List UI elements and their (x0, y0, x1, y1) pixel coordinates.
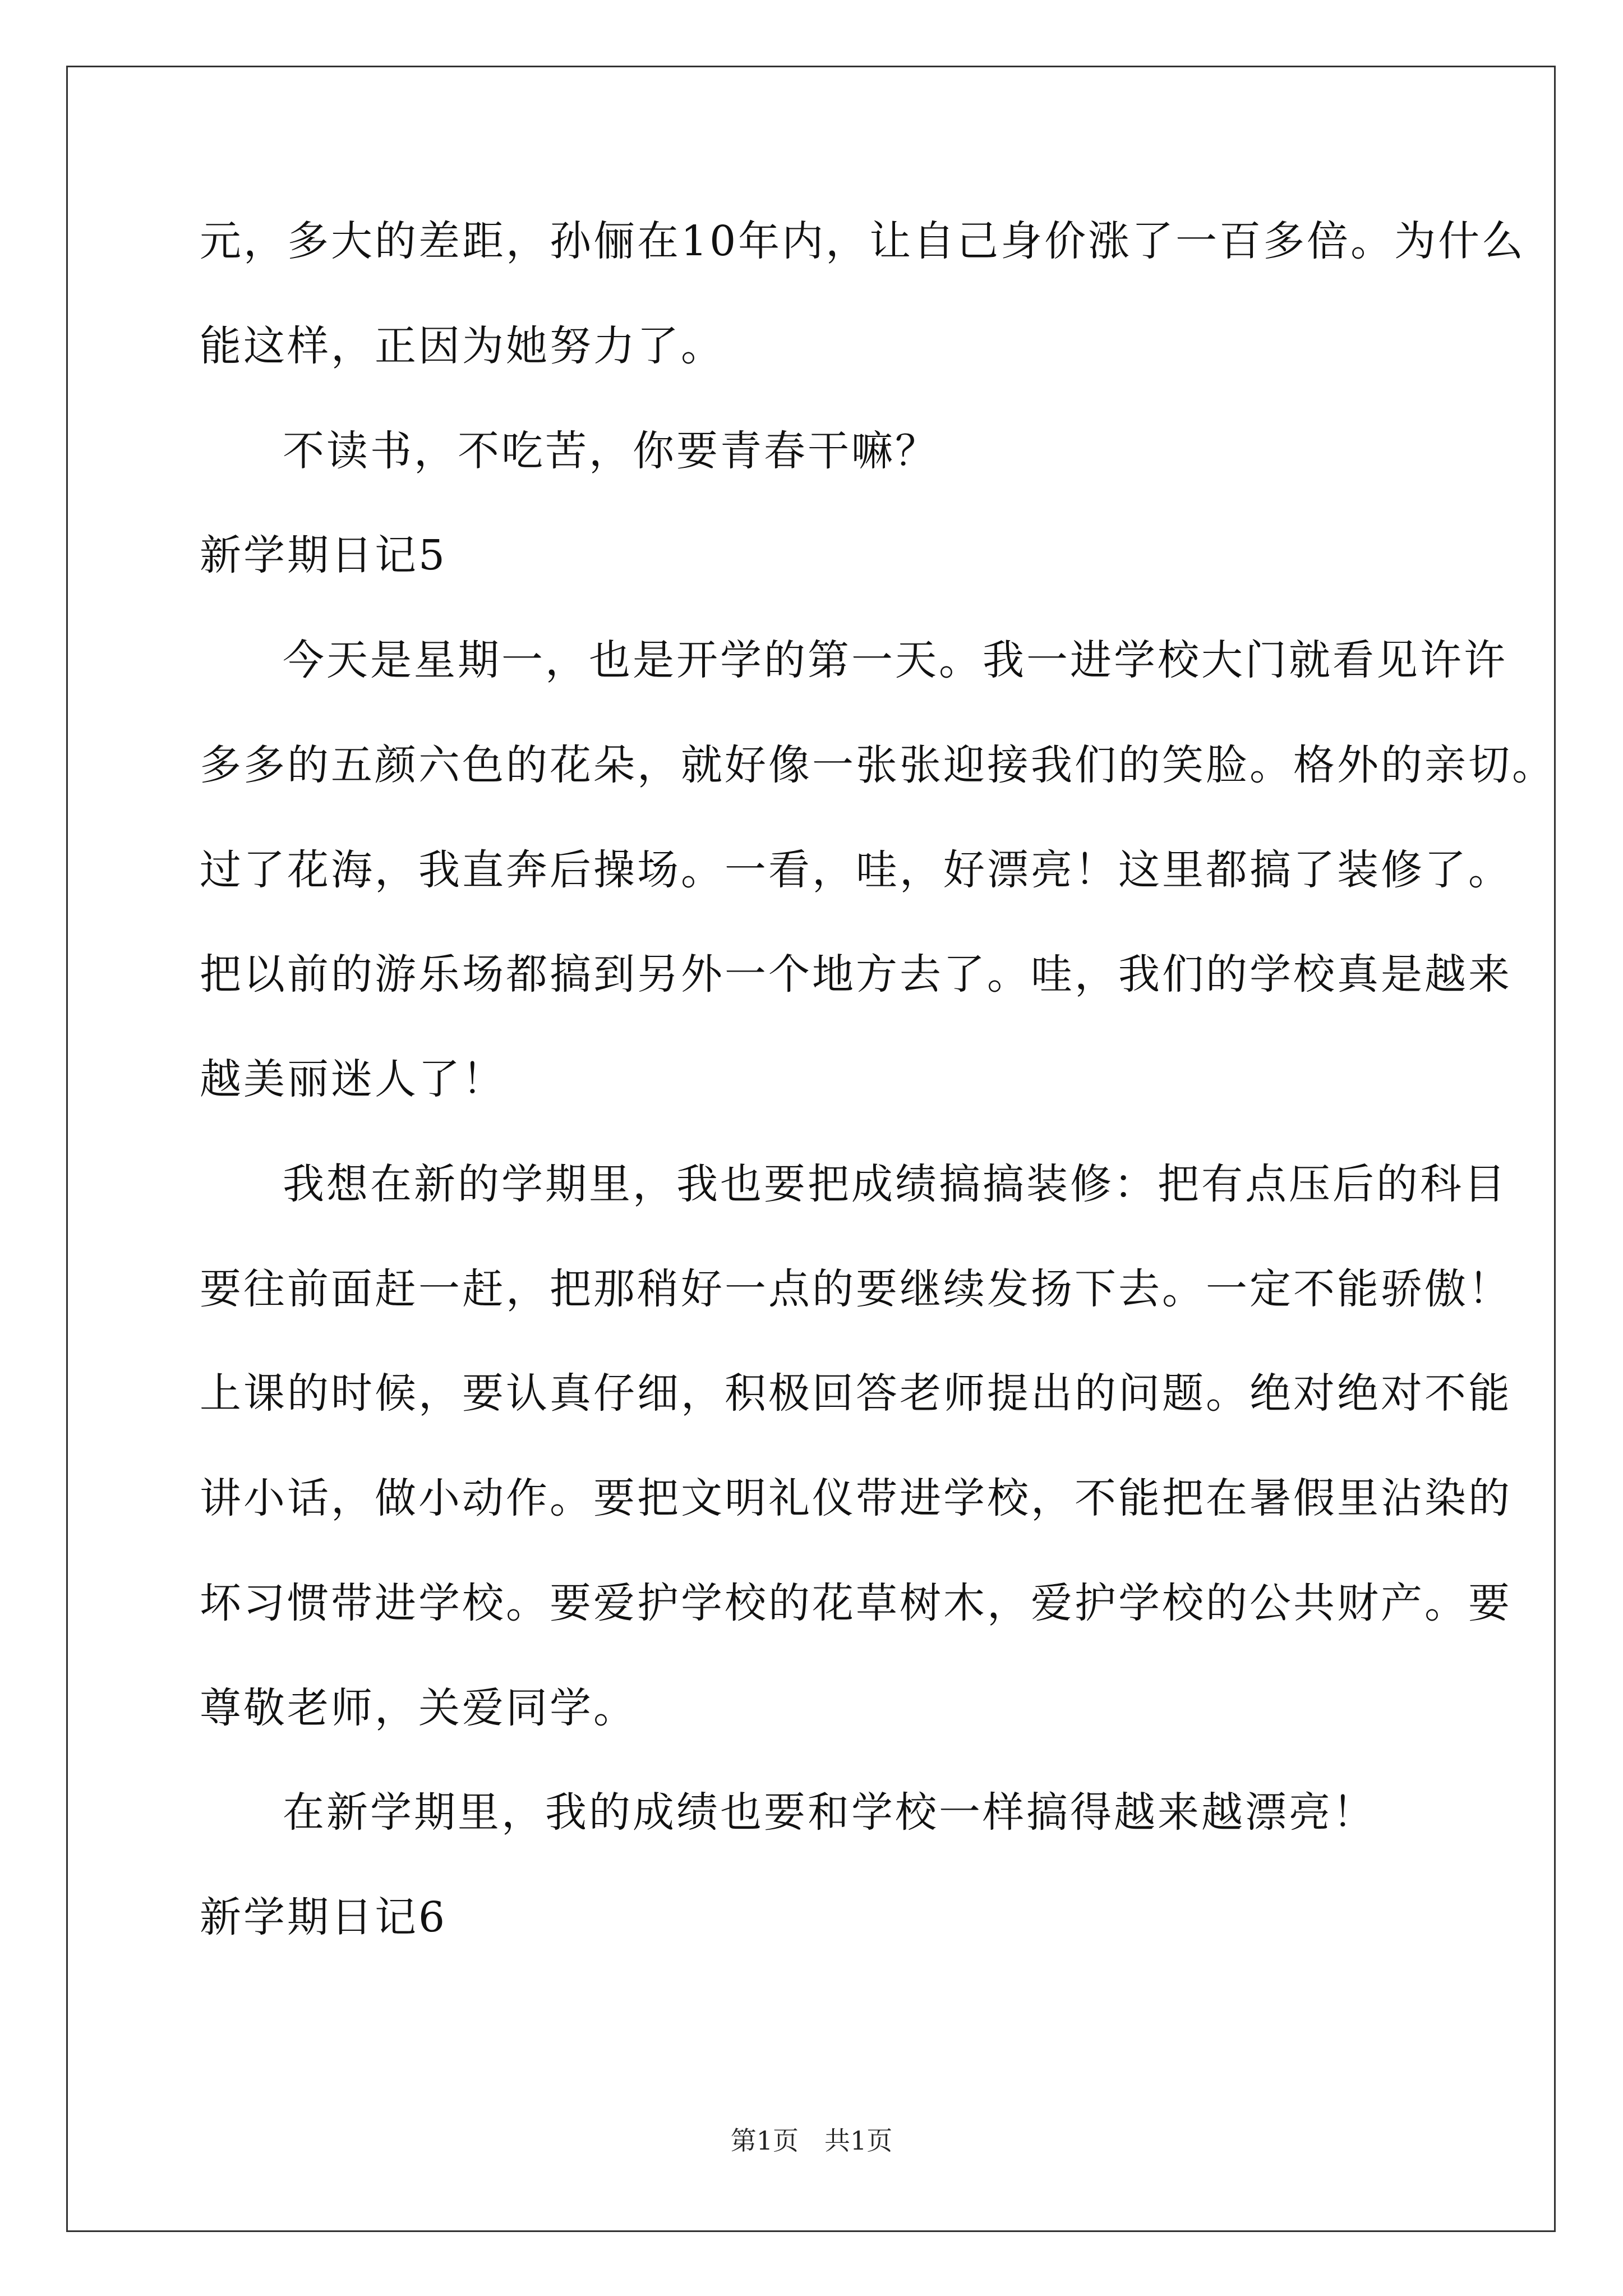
page-footer (0, 2120, 1623, 2157)
paragraph-line: 过了花海，我直奔后操场。一看，哇，好漂亮！这里都搞了装修了。 (200, 846, 1512, 894)
paragraph-line: 讲小话，做小动作。要把文明礼仪带进学校，不能把在暑假里沾染的 (200, 1474, 1512, 1522)
page-number-current: 第1页 (730, 2125, 799, 2156)
paragraph-line: 上课的时候，要认真仔细，积极回答老师提出的问题。绝对绝对不能 (200, 1369, 1512, 1418)
page-number-total: 共1页 (824, 2125, 893, 2156)
paragraph-line: 尊敬老师，关爱同学。 (200, 1684, 637, 1732)
section-heading: 新学期日记6 (200, 1893, 448, 1941)
paragraph-line: 要往前面赶一赶，把那稍好一点的要继续发扬下去。一定不能骄傲！ (200, 1265, 1512, 1313)
paragraph-line: 越美丽迷人了！ (200, 1055, 506, 1103)
paragraph-line: 不读书，不吃苦，你要青春干嘛？ (283, 427, 939, 475)
paragraph-line: 多多的五颜六色的花朵，就好像一张张迎接我们的笑脸。格外的亲切。 (200, 741, 1556, 789)
section-heading: 新学期日记5 (200, 531, 448, 579)
paragraph-line: 在新学期里，我的成绩也要和学校一样搞得越来越漂亮！ (283, 1788, 1376, 1837)
paragraph-line: 把以前的游乐场都搞到另外一个地方去了。哇，我们的学校真是越来 (200, 950, 1512, 999)
paragraph-line: 我想在新的学期里，我也要把成绩搞搞装修：把有点压后的科目 (283, 1160, 1507, 1208)
paragraph-line: 坏习惯带进学校。要爱护学校的花草树木，爱护学校的公共财产。要 (200, 1579, 1512, 1627)
paragraph-line: 元，多大的差距，孙俪在10年内，让自己身价涨了一百多倍。为什么 (200, 217, 1526, 265)
paragraph-line: 能这样，正因为她努力了。 (200, 322, 725, 370)
paragraph-line: 今天是星期一，也是开学的第一天。我一进学校大门就看见许许 (283, 636, 1507, 684)
